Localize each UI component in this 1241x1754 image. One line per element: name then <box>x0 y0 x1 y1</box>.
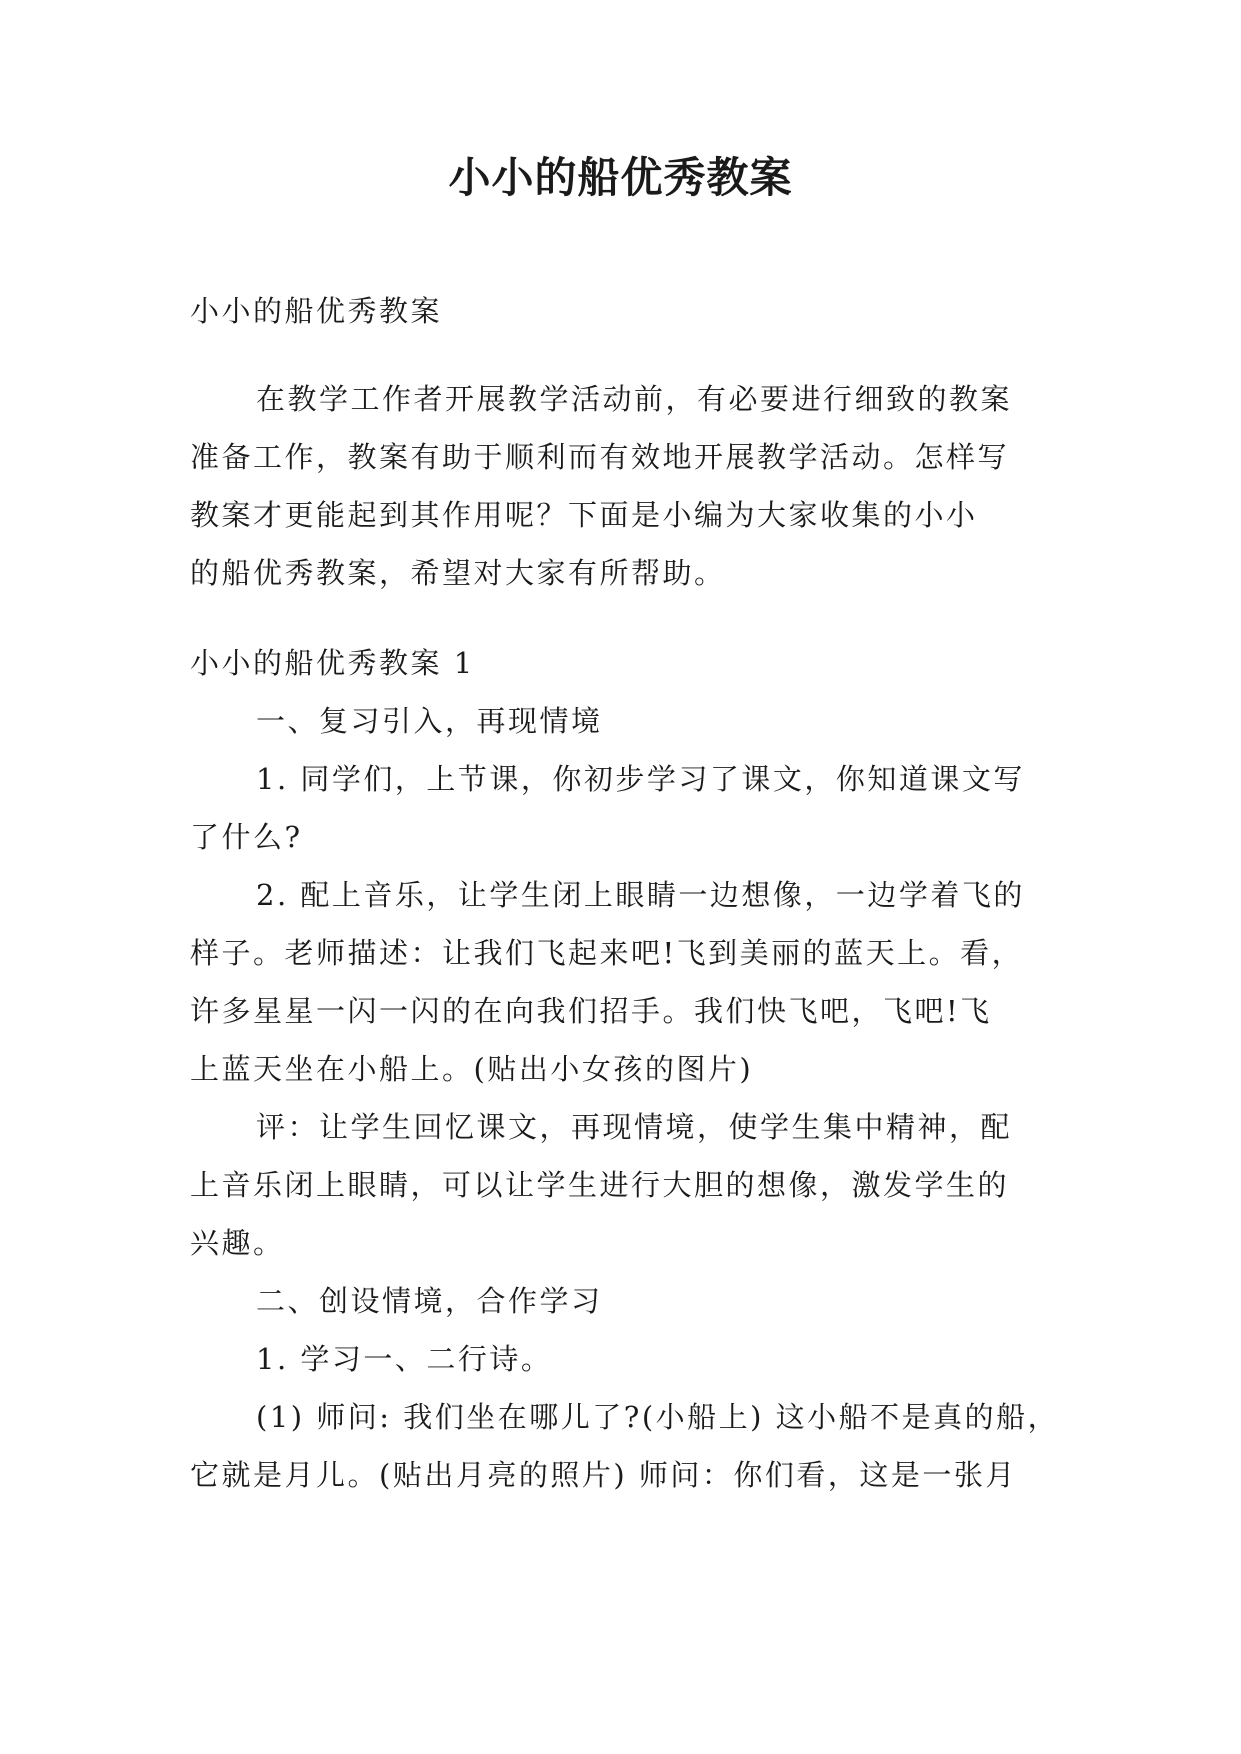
intro-line: 在教学工作者开展教学活动前，有必要进行细致的教案 <box>256 382 1013 416</box>
intro-line: 准备工作，教案有助于顺利而有效地开展教学活动。怎样写 <box>190 440 1010 474</box>
intro-line: 的船优秀教案，希望对大家有所帮助。 <box>190 556 726 590</box>
item1-line: 了什么? <box>190 820 303 854</box>
intro-line: 教案才更能起到其作用呢？下面是小编为大家收集的小小 <box>190 498 978 532</box>
part2-sub1-line: 它就是月儿。(贴出月亮的照片) 师问：你们看，这是一张月 <box>190 1458 1017 1492</box>
item2-line: 许多星星一闪一闪的在向我们招手。我们快飞吧，飞吧!飞 <box>190 994 992 1028</box>
comment-line: 上音乐闭上眼睛，可以让学生进行大胆的想像，激发学生的 <box>190 1168 1010 1202</box>
part2-item1: 1. 学习一、二行诗。 <box>256 1342 553 1376</box>
part2-sub1-paragraph <box>190 1388 1060 1504</box>
part1-heading: 一、复习引入，再现情境 <box>256 704 603 738</box>
comment-paragraph <box>190 1098 1052 1272</box>
section-heading: 小小的船优秀教案 1 <box>190 646 475 680</box>
part2-sub1-line: (1) 师问: 我们坐在哪儿了?(小船上) 这小船不是真的船， <box>256 1400 1060 1434</box>
item1-paragraph <box>190 750 1052 866</box>
comment-line: 兴趣。 <box>190 1226 285 1260</box>
item1-line: 1. 同学们，上节课，你初步学习了课文，你知道课文写 <box>256 762 1025 796</box>
intro-paragraph <box>190 370 1052 602</box>
comment-line: 评：让学生回忆课文，再现情境，使学生集中精神，配 <box>256 1110 1013 1144</box>
item2-paragraph <box>190 866 1052 1098</box>
document-title: 小小的船优秀教案 <box>448 153 793 202</box>
item2-line: 2. 配上音乐，让学生闭上眼睛一边想像，一边学着飞的 <box>256 878 1025 912</box>
item2-line: 上蓝天坐在小船上。(贴出小女孩的图片) <box>190 1052 754 1086</box>
document-subtitle: 小小的船优秀教案 <box>190 294 443 328</box>
item2-line: 样子。老师描述：让我们飞起来吧!飞到美丽的蓝天上。看， <box>190 936 1024 970</box>
part2-heading: 二、创设情境，合作学习 <box>256 1284 603 1318</box>
